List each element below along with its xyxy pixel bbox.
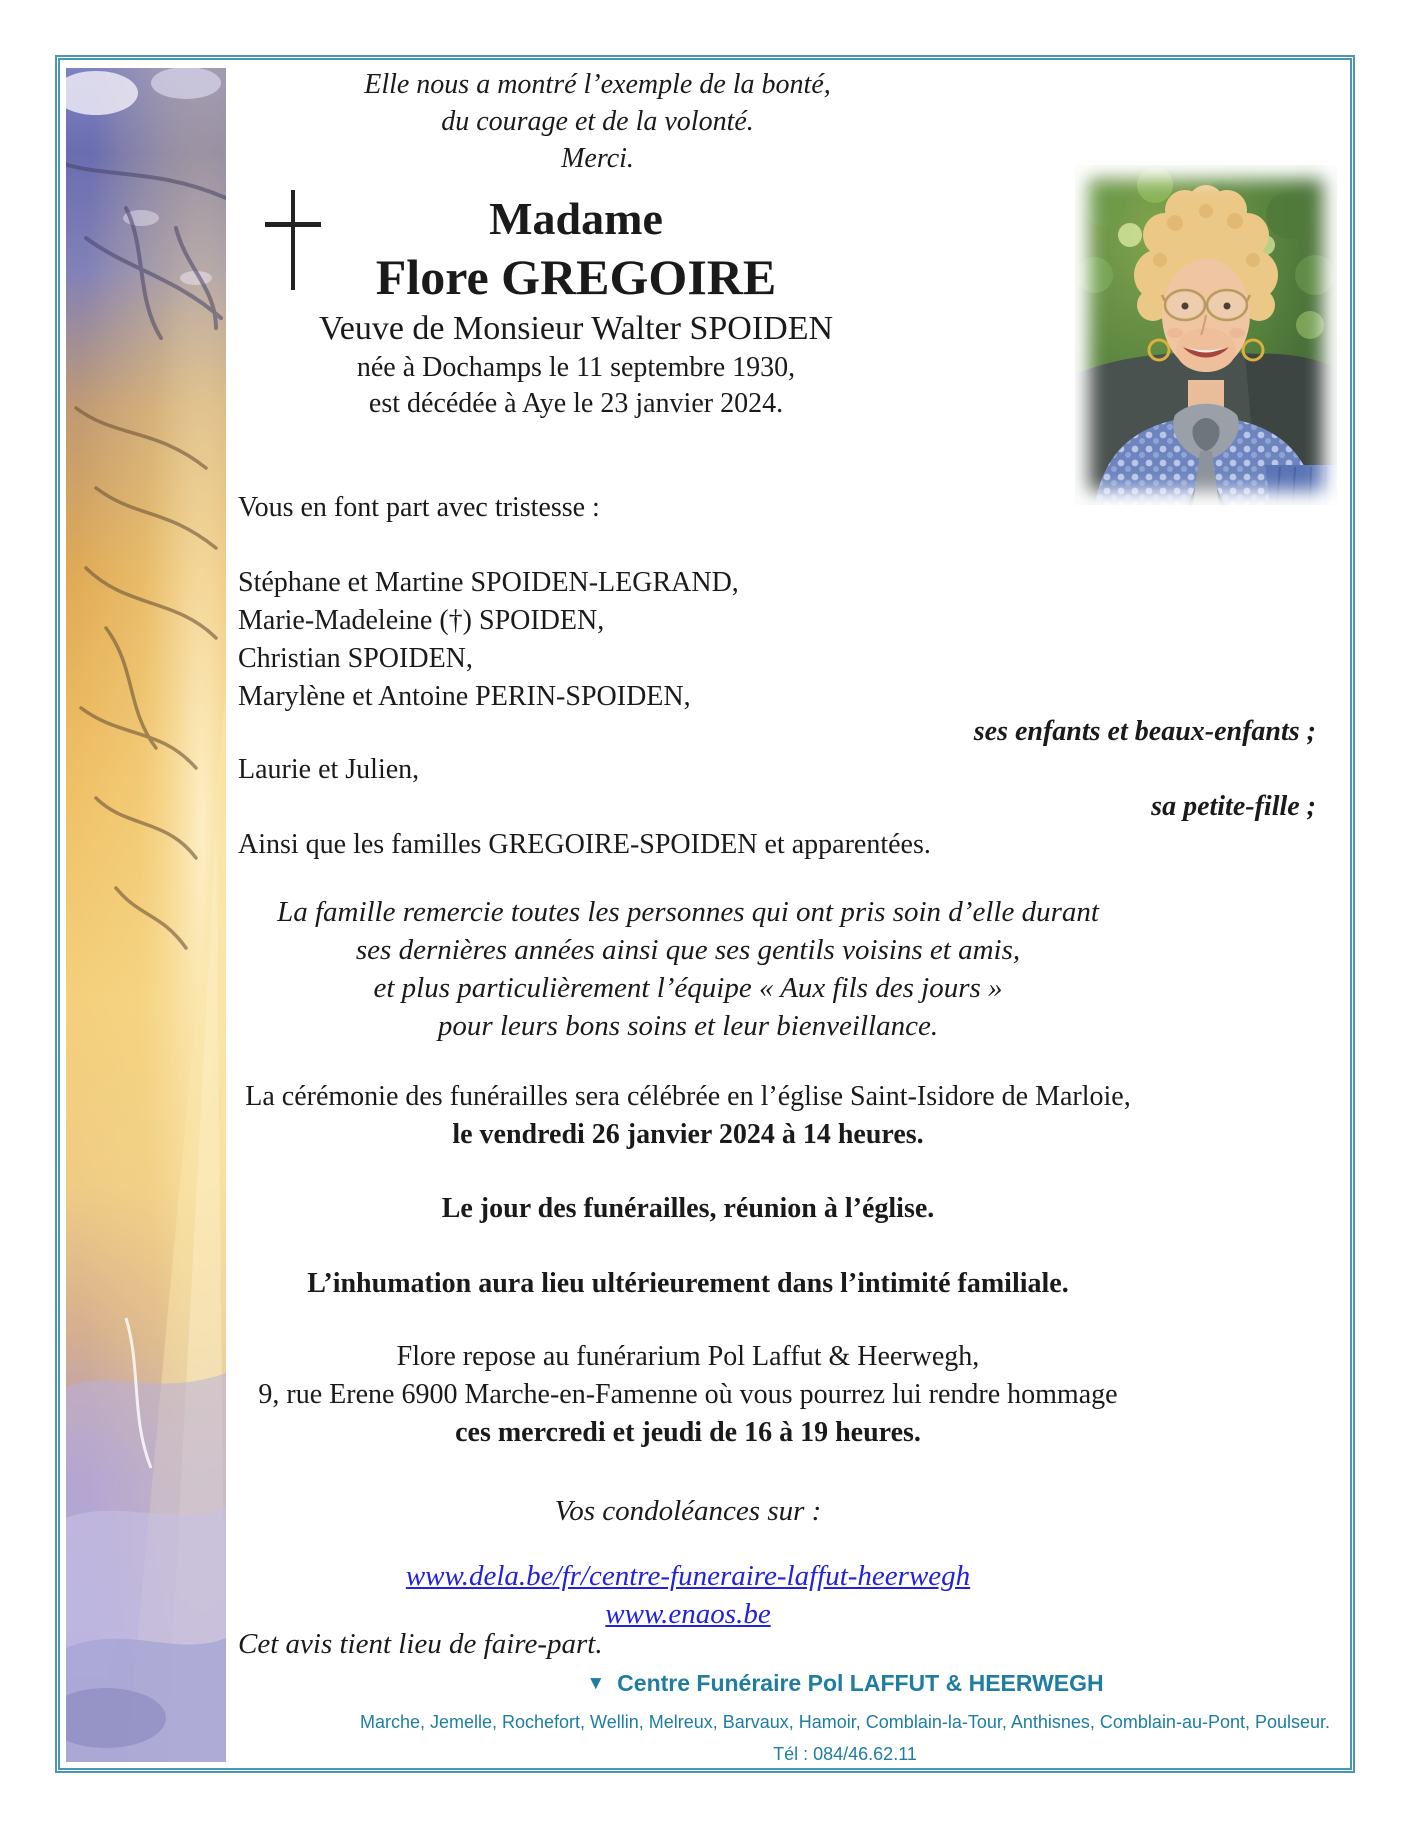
condolences-intro: Vos condoléances sur : xyxy=(554,1495,822,1527)
winter-scene-image xyxy=(66,68,226,1762)
thanks-line: ses dernières années ainsi que ses gentils voisins et amis, xyxy=(355,934,1021,966)
child-name: Christian SPOIDEN, xyxy=(238,643,473,674)
grandchild-line: Laurie et Julien, xyxy=(238,754,420,785)
birth-line: née à Dochamps le 11 septembre 1930, xyxy=(356,352,796,383)
families-line: Ainsi que les familles GREGOIRE-SPOIDEN et apparentées. xyxy=(238,829,931,860)
deceased-title: Madame xyxy=(489,193,663,244)
deceased-name: Flore GREGOIRE xyxy=(375,249,777,305)
condolences-link-1 xyxy=(228,1560,1148,1593)
children-caption: ses enfants et beaux-enfants ; xyxy=(973,716,1316,747)
child-name: Marie-Madeleine (†) SPOIDEN, xyxy=(238,605,605,636)
funeral-home-header xyxy=(330,1670,1360,1697)
funeral-home-name: Centre Funéraire Pol LAFFUT & HEERWEGH xyxy=(617,1670,1104,1696)
ceremony-line: La cérémonie des funérailles sera célébrée en l’église Saint-Isidore de Marloie, xyxy=(245,1081,1131,1112)
enaos-link[interactable]: www.enaos.be xyxy=(605,1598,771,1630)
widow-line: Veuve de Monsieur Walter SPOIDEN xyxy=(318,310,834,347)
notice-line: Cet avis tient lieu de faire-part. xyxy=(238,1628,603,1660)
thanks-paragraph xyxy=(228,893,1148,1045)
thanks-line: pour leurs bons soins et leur bienveillance. xyxy=(437,1010,939,1042)
child-name: Marylène et Antoine PERIN-SPOIDEN, xyxy=(238,681,691,712)
triangle-down-icon: ▼ xyxy=(586,1673,606,1694)
epigraph-line: du courage et de la volonté. xyxy=(441,106,754,137)
death-line: est décédée à Aye le 23 janvier 2024. xyxy=(368,388,784,419)
burial-line: L’inhumation aura lieu ultérieurement dans l’intimité familiale. xyxy=(307,1268,1069,1299)
ceremony-date: le vendredi 26 janvier 2024 à 14 heures. xyxy=(452,1119,924,1150)
children-list xyxy=(238,564,1158,716)
funeral-home-locations: Marche, Jemelle, Rochefort, Wellin, Melreux, Barvaux, Hamoir, Comblain-la-Tour, Anthisnes, Comblain-au-Pont, Poulseur. xyxy=(359,1712,1331,1732)
epigraph-line: Merci. xyxy=(561,143,634,174)
grandchild-caption: sa petite-fille ; xyxy=(1151,791,1316,822)
ceremony-block xyxy=(228,1078,1148,1154)
epigraph xyxy=(240,66,955,177)
repose-hours: ces mercredi et jeudi de 16 à 19 heures. xyxy=(455,1417,921,1448)
thanks-line: La famille remercie toutes les personnes qui ont pris soin d’elle durant xyxy=(277,896,1099,928)
child-name: Stéphane et Martine SPOIDEN-LEGRAND, xyxy=(238,567,739,598)
repose-block xyxy=(228,1338,1148,1452)
deceased-block xyxy=(230,192,922,422)
meeting-line: Le jour des funérailles, réunion à l’église. xyxy=(441,1193,935,1224)
announcement-intro: Vous en font part avec tristesse : xyxy=(238,492,600,523)
epigraph-line: Elle nous a montré l’exemple de la bonté, xyxy=(364,69,831,100)
dela-link[interactable]: www.dela.be/fr/centre-funeraire-laffut-heerwegh xyxy=(405,1560,971,1592)
portrait-photo xyxy=(1075,165,1337,505)
thanks-line: et plus particulièrement l’équipe « Aux fils des jours » xyxy=(373,972,1003,1004)
repose-line: Flore repose au funérarium Pol Laffut & Heerwegh, xyxy=(396,1341,980,1372)
repose-address: 9, rue Erene 6900 Marche-en-Famenne où vous pourrez lui rendre hommage xyxy=(258,1379,1118,1410)
funeral-home-phone: Tél : 084/46.62.11 xyxy=(773,1744,917,1764)
